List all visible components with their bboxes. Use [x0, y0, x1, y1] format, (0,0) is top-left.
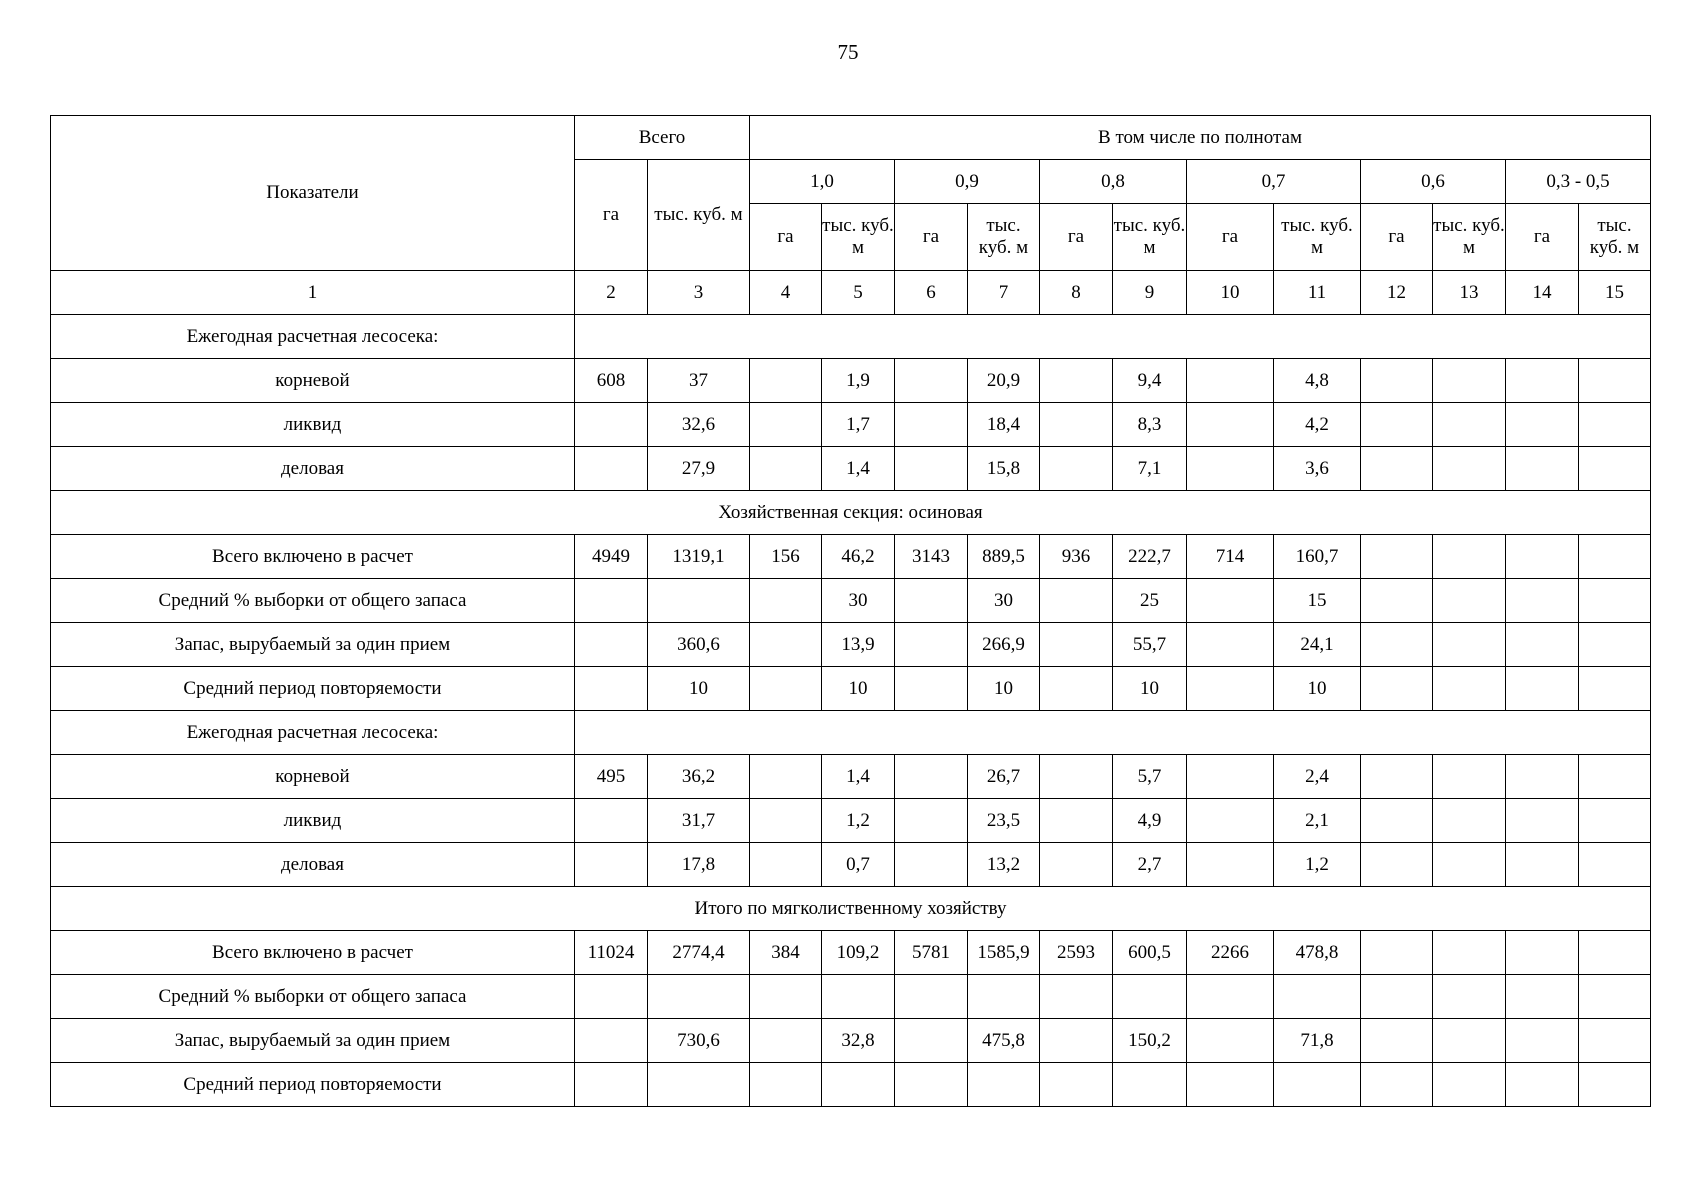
- table-cell: [1579, 931, 1651, 975]
- table-cell: 475,8: [968, 1019, 1040, 1063]
- header-density: 0,6: [1361, 160, 1506, 204]
- table-cell: 11024: [575, 931, 648, 975]
- table-cell: 27,9: [648, 447, 750, 491]
- table-cell: 3,6: [1274, 447, 1361, 491]
- table-cell: [1433, 447, 1506, 491]
- table-cell: [895, 667, 968, 711]
- table-cell: [1040, 799, 1113, 843]
- column-number-row: [51, 271, 1651, 315]
- header-by-density: В том числе по полнотам: [750, 116, 1651, 160]
- table-row: [51, 447, 1651, 491]
- table-cell: [1433, 623, 1506, 667]
- table-cell: [575, 447, 648, 491]
- column-number: 7: [968, 271, 1040, 315]
- table-cell: [1579, 1063, 1651, 1107]
- header-density: 1,0: [750, 160, 895, 204]
- table-cell: 7,1: [1113, 447, 1187, 491]
- table-row: [51, 843, 1651, 887]
- table-cell: [648, 579, 750, 623]
- table-cell: [1187, 447, 1274, 491]
- table-cell: [1433, 843, 1506, 887]
- table-cell: [1506, 403, 1579, 447]
- table-cell: [895, 447, 968, 491]
- table-cell: [1187, 623, 1274, 667]
- table-cell: 46,2: [822, 535, 895, 579]
- table-cell: [1040, 359, 1113, 403]
- table-cell: [1040, 1063, 1113, 1107]
- header-row-1: [51, 116, 1651, 160]
- row-label: Средний % выборки от общего запаса: [51, 975, 575, 1019]
- column-number: 15: [1579, 271, 1651, 315]
- table-row: [51, 1063, 1651, 1107]
- table-cell: [575, 1063, 648, 1107]
- table-cell: [648, 1063, 750, 1107]
- group-label-row: [51, 711, 1651, 755]
- column-number: 10: [1187, 271, 1274, 315]
- table-cell: [1433, 403, 1506, 447]
- table-cell: [750, 1019, 822, 1063]
- table-cell: 30: [968, 579, 1040, 623]
- table-cell: [895, 359, 968, 403]
- table-cell: 384: [750, 931, 822, 975]
- header-unit-area: га: [895, 204, 968, 271]
- table-cell: [968, 1063, 1040, 1107]
- table-cell: [1579, 843, 1651, 887]
- header-total-volume: тыс. куб. м: [648, 160, 750, 271]
- table-cell: 15: [1274, 579, 1361, 623]
- table-cell: [822, 1063, 895, 1107]
- table-row: [51, 579, 1651, 623]
- table-cell: 30: [822, 579, 895, 623]
- table-cell: 25: [1113, 579, 1187, 623]
- row-label: Средний период повторяемости: [51, 1063, 575, 1107]
- table-cell: [895, 799, 968, 843]
- section-row: [51, 887, 1651, 931]
- group-label-row: [51, 315, 1651, 359]
- table-cell: [895, 403, 968, 447]
- table-cell: 1,2: [1274, 843, 1361, 887]
- row-label: деловая: [51, 447, 575, 491]
- table-cell: [750, 843, 822, 887]
- table-cell: [575, 1019, 648, 1063]
- table-cell: [1361, 931, 1433, 975]
- table-cell: 730,6: [648, 1019, 750, 1063]
- table-cell: [895, 1063, 968, 1107]
- table-cell: [1506, 799, 1579, 843]
- table-cell: [1040, 975, 1113, 1019]
- table-cell: [750, 1063, 822, 1107]
- column-number: 4: [750, 271, 822, 315]
- table-cell: [1361, 799, 1433, 843]
- table-cell: [1361, 579, 1433, 623]
- group-label: Ежегодная расчетная лесосека:: [51, 315, 575, 359]
- table-cell: 608: [575, 359, 648, 403]
- column-number: 5: [822, 271, 895, 315]
- table-row: [51, 1019, 1651, 1063]
- row-label: Всего включено в расчет: [51, 931, 575, 975]
- table-cell: [1040, 579, 1113, 623]
- table-cell: 2,4: [1274, 755, 1361, 799]
- column-number: 1: [51, 271, 575, 315]
- table-cell: [575, 667, 648, 711]
- table-cell: 20,9: [968, 359, 1040, 403]
- table-cell: 10: [1113, 667, 1187, 711]
- table-row: [51, 975, 1651, 1019]
- header-unit-volume: тыс. куб. м: [822, 204, 895, 271]
- header-unit-volume: тыс. куб. м: [1579, 204, 1651, 271]
- header-total-area: га: [575, 160, 648, 271]
- table-cell: [822, 975, 895, 1019]
- table-cell: 13,9: [822, 623, 895, 667]
- table-row: [51, 535, 1651, 579]
- table-cell: [1040, 1019, 1113, 1063]
- row-label: корневой: [51, 755, 575, 799]
- table-cell: [1274, 1063, 1361, 1107]
- header-unit-area: га: [1040, 204, 1113, 271]
- table-cell: [1433, 579, 1506, 623]
- table-cell: 0,7: [822, 843, 895, 887]
- table-cell: 495: [575, 755, 648, 799]
- column-number: 8: [1040, 271, 1113, 315]
- table-cell: 1319,1: [648, 535, 750, 579]
- table-cell: [750, 403, 822, 447]
- table-cell: [750, 359, 822, 403]
- row-label: деловая: [51, 843, 575, 887]
- table-cell: 55,7: [1113, 623, 1187, 667]
- table-cell: [1361, 447, 1433, 491]
- column-number: 6: [895, 271, 968, 315]
- table-cell: [1506, 623, 1579, 667]
- table-cell: 36,2: [648, 755, 750, 799]
- table-cell: [1040, 623, 1113, 667]
- table-cell: [1506, 579, 1579, 623]
- table-cell: [1361, 1063, 1433, 1107]
- table-cell: [1187, 755, 1274, 799]
- table-cell: 3143: [895, 535, 968, 579]
- table-row: [51, 755, 1651, 799]
- table-cell: [895, 843, 968, 887]
- table-cell: [575, 799, 648, 843]
- table-cell: 5781: [895, 931, 968, 975]
- table-cell: 26,7: [968, 755, 1040, 799]
- table-cell: [1433, 755, 1506, 799]
- table-row: [51, 623, 1651, 667]
- table-row: [51, 359, 1651, 403]
- header-unit-area: га: [1506, 204, 1579, 271]
- table-cell: [1579, 755, 1651, 799]
- table-cell: 2593: [1040, 931, 1113, 975]
- row-label: Средний % выборки от общего запаса: [51, 579, 575, 623]
- column-number: 2: [575, 271, 648, 315]
- table-cell: [1361, 403, 1433, 447]
- table-cell: [575, 403, 648, 447]
- column-number: 13: [1433, 271, 1506, 315]
- table-cell: 37: [648, 359, 750, 403]
- table-cell: 18,4: [968, 403, 1040, 447]
- table-cell: 1,4: [822, 447, 895, 491]
- header-unit-volume: тыс. куб. м: [1113, 204, 1187, 271]
- table-cell: [1187, 799, 1274, 843]
- table-cell: 1,2: [822, 799, 895, 843]
- table-cell: 360,6: [648, 623, 750, 667]
- column-number: 14: [1506, 271, 1579, 315]
- table-cell: [1187, 579, 1274, 623]
- row-label: ликвид: [51, 799, 575, 843]
- table-cell: 1,9: [822, 359, 895, 403]
- section-title: Хозяйственная секция: осиновая: [51, 491, 1651, 535]
- table-cell: 5,7: [1113, 755, 1187, 799]
- table-cell: [750, 755, 822, 799]
- forest-data-table: [50, 115, 1651, 1107]
- table-cell: 160,7: [1274, 535, 1361, 579]
- table-row: [51, 667, 1651, 711]
- table-cell: [1361, 667, 1433, 711]
- table-row: [51, 799, 1651, 843]
- table-cell: [1040, 843, 1113, 887]
- table-cell: [1274, 975, 1361, 1019]
- header-unit-volume: тыс. куб. м: [1274, 204, 1361, 271]
- table-cell: [1506, 755, 1579, 799]
- header-density: 0,3 - 0,5: [1506, 160, 1651, 204]
- table-cell: [1040, 403, 1113, 447]
- table-cell: 23,5: [968, 799, 1040, 843]
- table-cell: 150,2: [1113, 1019, 1187, 1063]
- table-cell: 2,1: [1274, 799, 1361, 843]
- table-cell: [1361, 359, 1433, 403]
- table-cell: [575, 579, 648, 623]
- table-cell: 4,8: [1274, 359, 1361, 403]
- table-cell: [1579, 799, 1651, 843]
- table-cell: [1579, 623, 1651, 667]
- group-label: Ежегодная расчетная лесосека:: [51, 711, 575, 755]
- row-label: Всего включено в расчет: [51, 535, 575, 579]
- table-cell: 1585,9: [968, 931, 1040, 975]
- table-cell: 17,8: [648, 843, 750, 887]
- table-cell: [575, 623, 648, 667]
- row-label: Запас, вырубаемый за один прием: [51, 623, 575, 667]
- header-unit-volume: тыс. куб. м: [968, 204, 1040, 271]
- row-label: Запас, вырубаемый за один прием: [51, 1019, 575, 1063]
- table-cell: 936: [1040, 535, 1113, 579]
- table-cell: [1113, 975, 1187, 1019]
- table-cell: [1579, 975, 1651, 1019]
- table-cell: 10: [648, 667, 750, 711]
- table-cell: 32,6: [648, 403, 750, 447]
- table-cell: 156: [750, 535, 822, 579]
- table-cell: [750, 623, 822, 667]
- table-cell: [1579, 359, 1651, 403]
- table-cell: [1433, 799, 1506, 843]
- table-cell: [750, 447, 822, 491]
- table-cell: 15,8: [968, 447, 1040, 491]
- table-cell: 71,8: [1274, 1019, 1361, 1063]
- table-cell: [895, 623, 968, 667]
- header-indicator: Показатели: [51, 116, 575, 271]
- table-cell: [1506, 931, 1579, 975]
- table-cell: 10: [1274, 667, 1361, 711]
- table-cell: 10: [968, 667, 1040, 711]
- column-number: 12: [1361, 271, 1433, 315]
- table-cell: [1579, 447, 1651, 491]
- table-cell: [1187, 975, 1274, 1019]
- column-number: 9: [1113, 271, 1187, 315]
- table-cell: [1187, 403, 1274, 447]
- table-cell: 1,7: [822, 403, 895, 447]
- table-cell: [1506, 447, 1579, 491]
- table-cell: [1187, 667, 1274, 711]
- table-cell: [1361, 1019, 1433, 1063]
- header-unit-area: га: [1361, 204, 1433, 271]
- row-label: корневой: [51, 359, 575, 403]
- table-cell: [1361, 755, 1433, 799]
- table-cell: [895, 975, 968, 1019]
- table-cell: 2,7: [1113, 843, 1187, 887]
- header-density: 0,9: [895, 160, 1040, 204]
- table-cell: [1361, 843, 1433, 887]
- section-row: [51, 491, 1651, 535]
- table-cell: 600,5: [1113, 931, 1187, 975]
- table-cell: 4,2: [1274, 403, 1361, 447]
- table-cell: [750, 799, 822, 843]
- table-cell: [575, 975, 648, 1019]
- header-density: 0,7: [1187, 160, 1361, 204]
- table-cell: 478,8: [1274, 931, 1361, 975]
- table-cell: [1579, 579, 1651, 623]
- table-cell: [968, 975, 1040, 1019]
- table-cell: [648, 975, 750, 1019]
- table-cell: 8,3: [1113, 403, 1187, 447]
- table-cell: [1506, 1063, 1579, 1107]
- header-density: 0,8: [1040, 160, 1187, 204]
- table-cell: [1040, 667, 1113, 711]
- table-cell: [750, 667, 822, 711]
- table-cell: [1040, 447, 1113, 491]
- table-cell: [1040, 755, 1113, 799]
- table-cell: [1433, 931, 1506, 975]
- section-title: Итого по мягколиственному хозяйству: [51, 887, 1651, 931]
- column-number: 11: [1274, 271, 1361, 315]
- table-cell: [1506, 975, 1579, 1019]
- table-cell: [895, 1019, 968, 1063]
- table-cell: 13,2: [968, 843, 1040, 887]
- table-cell: 31,7: [648, 799, 750, 843]
- group-label-spacer: [575, 711, 1651, 755]
- table-cell: 10: [822, 667, 895, 711]
- header-unit-area: га: [750, 204, 822, 271]
- table-cell: [575, 843, 648, 887]
- table-cell: 266,9: [968, 623, 1040, 667]
- table-row: [51, 931, 1651, 975]
- table-cell: [1506, 667, 1579, 711]
- table-cell: [1361, 975, 1433, 1019]
- table-cell: [750, 975, 822, 1019]
- table-cell: [1579, 1019, 1651, 1063]
- table-cell: [1579, 535, 1651, 579]
- table-cell: [1579, 667, 1651, 711]
- group-label-spacer: [575, 315, 1651, 359]
- table-cell: [895, 579, 968, 623]
- table-cell: [750, 579, 822, 623]
- table-cell: [1113, 1063, 1187, 1107]
- table-cell: 4949: [575, 535, 648, 579]
- table-cell: [1361, 535, 1433, 579]
- page-number: 75: [837, 40, 859, 64]
- table-row: [51, 403, 1651, 447]
- table-cell: [1506, 535, 1579, 579]
- table-cell: 24,1: [1274, 623, 1361, 667]
- header-total: Всего: [575, 116, 750, 160]
- header-unit-area: га: [1187, 204, 1274, 271]
- table-cell: [1433, 975, 1506, 1019]
- row-label: ликвид: [51, 403, 575, 447]
- table-cell: [1433, 1019, 1506, 1063]
- table-cell: [1433, 1063, 1506, 1107]
- table-cell: 889,5: [968, 535, 1040, 579]
- table-cell: [1361, 623, 1433, 667]
- table-cell: [1433, 535, 1506, 579]
- table-cell: 4,9: [1113, 799, 1187, 843]
- table-cell: [1433, 359, 1506, 403]
- table-cell: 222,7: [1113, 535, 1187, 579]
- table-cell: [1506, 359, 1579, 403]
- table-cell: [1187, 359, 1274, 403]
- column-number: 3: [648, 271, 750, 315]
- table-cell: [1187, 843, 1274, 887]
- table-cell: 2774,4: [648, 931, 750, 975]
- table-cell: [895, 755, 968, 799]
- table-cell: [1187, 1019, 1274, 1063]
- table-cell: 1,4: [822, 755, 895, 799]
- table-cell: 32,8: [822, 1019, 895, 1063]
- table-cell: 109,2: [822, 931, 895, 975]
- table-cell: 2266: [1187, 931, 1274, 975]
- table-cell: 9,4: [1113, 359, 1187, 403]
- table-cell: [1506, 1019, 1579, 1063]
- table-cell: [1506, 843, 1579, 887]
- table-cell: [1433, 667, 1506, 711]
- row-label: Средний период повторяемости: [51, 667, 575, 711]
- table-cell: [1187, 1063, 1274, 1107]
- header-unit-volume: тыс. куб. м: [1433, 204, 1506, 271]
- table-cell: [1579, 403, 1651, 447]
- table-cell: 714: [1187, 535, 1274, 579]
